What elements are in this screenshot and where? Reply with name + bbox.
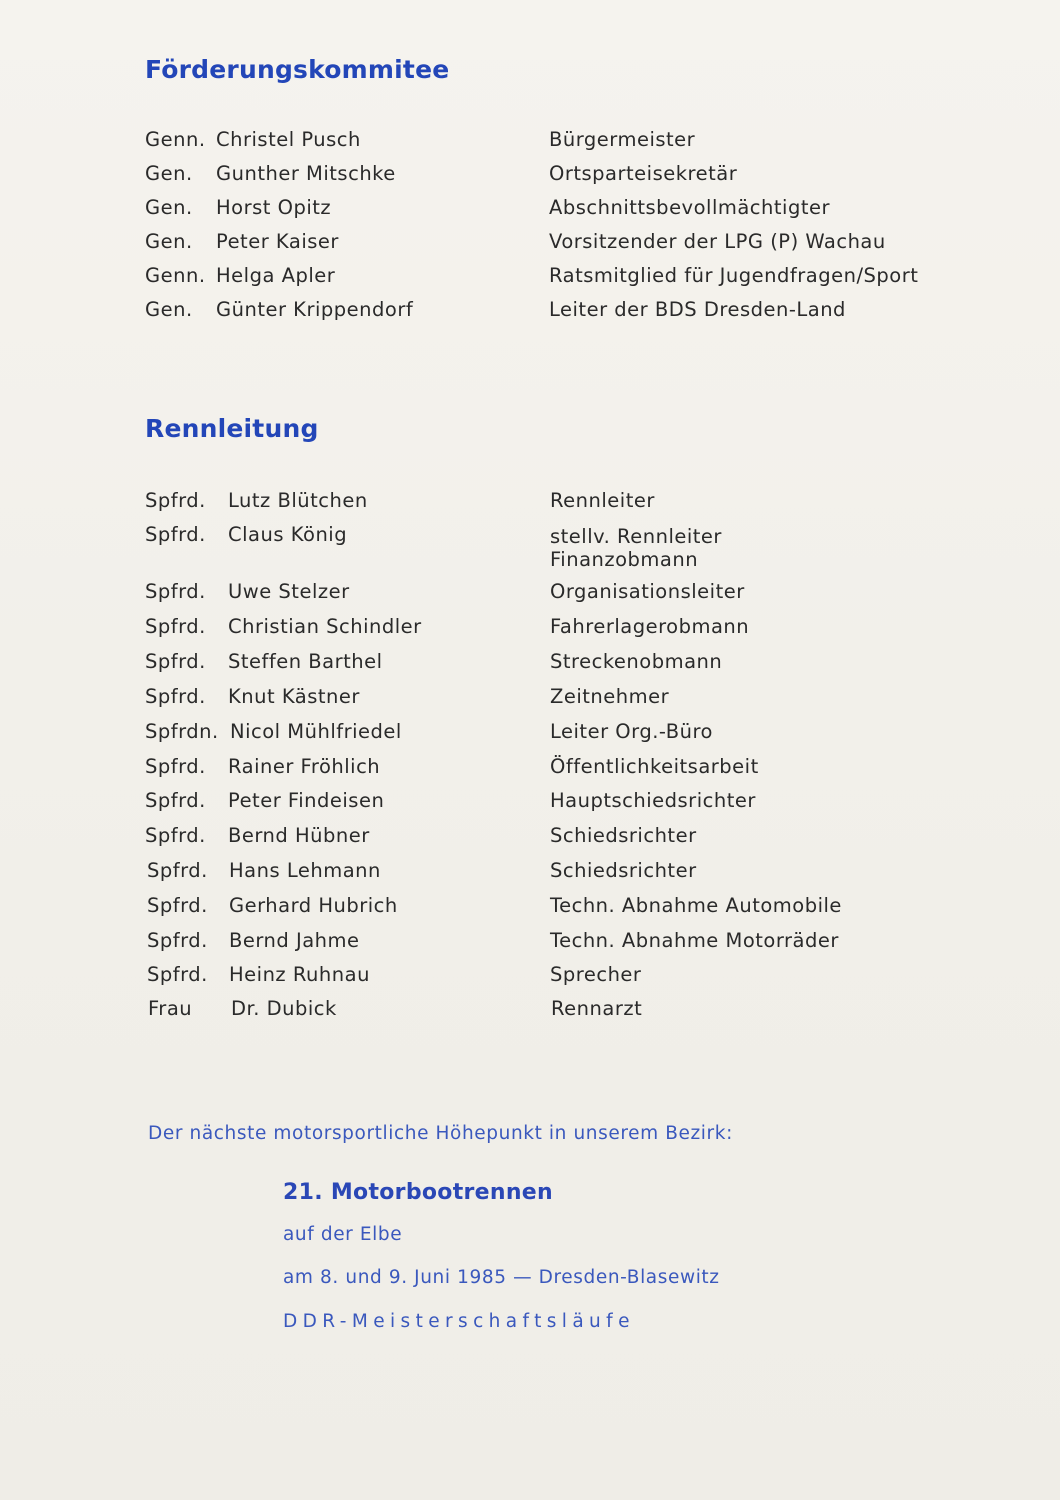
member-name: Uwe Stelzer <box>228 580 350 603</box>
member-name: Lutz Blütchen <box>228 489 368 512</box>
member-role: Schiedsrichter <box>550 859 697 882</box>
member-title: Gen. <box>145 298 193 321</box>
member-title: Genn. <box>145 128 206 151</box>
member-role: Vorsitzender der LPG (P) Wachau <box>549 230 886 253</box>
member-name: Christel Pusch <box>216 128 361 151</box>
next-event-championship: DDR-Meisterschaftsläufe <box>283 1311 635 1332</box>
member-role: Abschnittsbevollmächtigter <box>549 196 830 219</box>
member-name: Peter Kaiser <box>216 230 339 253</box>
member-role: Techn. Abnahme Motorräder <box>550 929 839 952</box>
member-title: Spfrd. <box>145 523 206 546</box>
member-name: Rainer Fröhlich <box>228 755 381 778</box>
member-title: Frau <box>148 997 193 1020</box>
member-role: Schiedsrichter <box>550 824 697 847</box>
member-name: Bernd Jahme <box>229 929 360 952</box>
member-name: Horst Opitz <box>216 196 332 219</box>
member-role: Bürgermeister <box>549 128 696 151</box>
member-title: Spfrd. <box>145 489 206 512</box>
next-event-title: 21. Motorbootrennen <box>283 1180 553 1205</box>
member-title: Spfrdn. <box>145 720 219 743</box>
next-event-location: auf der Elbe <box>283 1224 403 1245</box>
member-role: Fahrerlagerobmann <box>550 615 750 638</box>
member-role: Sprecher <box>550 963 642 986</box>
member-title: Spfrd. <box>147 859 208 882</box>
member-role: Streckenobmann <box>550 650 723 673</box>
member-title: Spfrd. <box>145 789 206 812</box>
member-title: Gen. <box>145 196 193 219</box>
rennleitung-heading: Rennleitung <box>145 414 319 443</box>
member-title: Spfrd. <box>145 824 206 847</box>
member-name: Claus König <box>228 523 348 546</box>
member-role: Leiter der BDS Dresden-Land <box>549 298 846 321</box>
member-title: Gen. <box>145 230 193 253</box>
member-name: Gerhard Hubrich <box>229 894 398 917</box>
member-title: Spfrd. <box>145 685 206 708</box>
member-name: Hans Lehmann <box>229 859 381 882</box>
next-event-date: am 8. und 9. Juni 1985 — Dresden-Blasewitz <box>283 1267 720 1288</box>
member-title: Spfrd. <box>145 580 206 603</box>
member-title: Spfrd. <box>147 929 208 952</box>
member-role: Ortsparteisekretär <box>549 162 738 185</box>
member-title: Spfrd. <box>145 755 206 778</box>
member-role: Öffentlichkeitsarbeit <box>550 755 759 778</box>
member-name: Günter Krippendorf <box>216 298 414 321</box>
member-role: Leiter Org.-Büro <box>550 720 713 743</box>
member-role: Techn. Abnahme Automobile <box>550 894 842 917</box>
member-title: Spfrd. <box>147 963 208 986</box>
member-name: Dr. Dubick <box>231 997 337 1020</box>
member-role: Ratsmitglied für Jugendfragen/Sport <box>549 264 919 287</box>
member-name: Knut Kästner <box>228 685 360 708</box>
member-name: Heinz Ruhnau <box>229 963 370 986</box>
member-name: Gunther Mitschke <box>216 162 396 185</box>
member-name: Peter Findeisen <box>228 789 385 812</box>
next-event-intro: Der nächste motorsportliche Höhepunkt in unserem Bezirk: <box>148 1123 733 1144</box>
member-role: Hauptschiedsrichter <box>550 789 756 812</box>
foerderungskommitee-heading: Förderungskommitee <box>145 55 450 84</box>
member-name: Bernd Hübner <box>228 824 370 847</box>
member-name: Nicol Mühlfriedel <box>230 720 402 743</box>
member-title: Spfrd. <box>145 650 206 673</box>
member-role-secondary: Finanzobmann <box>550 548 699 571</box>
member-title: Gen. <box>145 162 193 185</box>
member-role: Rennarzt <box>551 997 643 1020</box>
member-title: Genn. <box>145 264 206 287</box>
member-title: Spfrd. <box>145 615 206 638</box>
member-role: Rennleiter <box>550 489 655 512</box>
member-role: stellv. Rennleiter <box>550 525 722 548</box>
member-role: Organisationsleiter <box>550 580 745 603</box>
member-title: Spfrd. <box>147 894 208 917</box>
member-name: Helga Apler <box>216 264 336 287</box>
member-name: Christian Schindler <box>228 615 422 638</box>
member-role: Zeitnehmer <box>550 685 670 708</box>
member-name: Steffen Barthel <box>228 650 383 673</box>
